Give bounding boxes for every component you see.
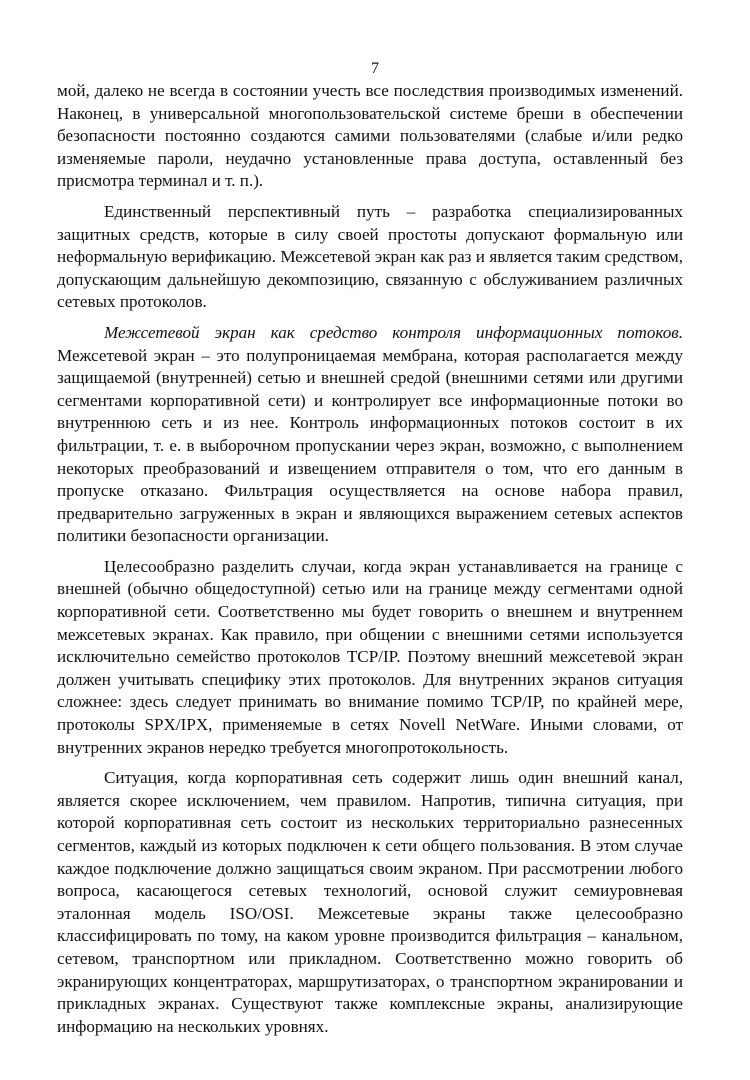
paragraph-firewall-text: Межсетевой экран – это полупроницаемая мембрана, которая располагается между защищаемой (внутренней) сетью и внешней средой (внешними сетями или другими сегментами корпоративной сети) и контролирует все информационные потоки во внутреннюю сеть и из нее. Контроль информационных потоков состоит в их фильтрации, т. е. в выборочном пропускании через экран, возможно, с выполнением некоторых преобразований и извещением отправителя о том, что его данным в пропуске отказано. Фильтрация осуществляется на основе набора правил, предварительно загруженных в экран и являющихся выражением сетевых аспектов политики безопасности организации. — [57, 345, 683, 546]
paragraph-perspective-path: Единственный перспективный путь – разработка специализированных защитных средств, которые в силу своей простоты допускают формальную или неформальную верификацию. Межсетевой экран как раз и является таким средством, допускающим дальнейшую декомпозицию, связанную с обслуживанием различных сетевых протоколов. — [57, 201, 683, 312]
document-body — [57, 80, 683, 1038]
paragraph-lead-heading: Межсетевой экран как средство контроля информационных потоков. — [104, 322, 683, 342]
paragraph-external-internal: Целесообразно разделить случаи, когда экран устанавливается на границе с внешней (обычно общедоступной) сетью или на границе между сегментами одной корпоративной сети. Соответственно мы будет говорить о внешнем и внутреннем межсетевых экранах. Как правило, при общении с внешними сетями используется исключительно семейство протоколов TCP/IP. Поэтому внешний межсетевой экран должен учитывать специфику этих протоколов. Для внутренних экранов ситуация сложнее: здесь следует принимать во внимание помимо TCP/IP, по крайней мере, протоколы SPX/IPX, применяемые в сетях Novell NetWare. Иными словами, от внутренних экранов нередко требуется многопротокольность. — [57, 556, 683, 757]
paragraph-corporate-network: Ситуация, когда корпоративная сеть содержит лишь один внешний канал, является скорее исключением, чем правилом. Напротив, типична ситуация, при которой корпоративная сеть состоит из нескольких территориально разнесенных сегментов, каждый из которых подключен к сети общего пользования. В этом случае каждое подключение должно защищаться своим экраном. При рассмотрении любого вопроса, касающегося сетевых технологий, основой служит семиуровневая эталонная модель ISO/OSI. Межсетевые экраны также целесообразно классифицировать по тому, на каком уровне производится фильтрация – канальном, сетевом, транспортном или прикладном. Соответственно можно говорить об экранирующих концентраторах, маршрутизаторах, о транспортном экранировании и прикладных экранах. Существуют также комплексные экраны, анализирующие информацию на нескольких уровнях. — [57, 768, 683, 1036]
paragraph-firewall-definition — [57, 322, 683, 548]
paragraph-continuation: мой, далеко не всегда в состоянии учесть все последствия производимых изменений. Наконец, в универсальной многопользовательской системе бреши в обеспечении безопасности постоянно создаются самими пользователями (слабые и/или редко изменяемые пароли, неудачно установленные права доступа, оставленный без присмотра терминал и т. п.). — [57, 81, 683, 191]
page-number: 7 — [371, 60, 379, 77]
